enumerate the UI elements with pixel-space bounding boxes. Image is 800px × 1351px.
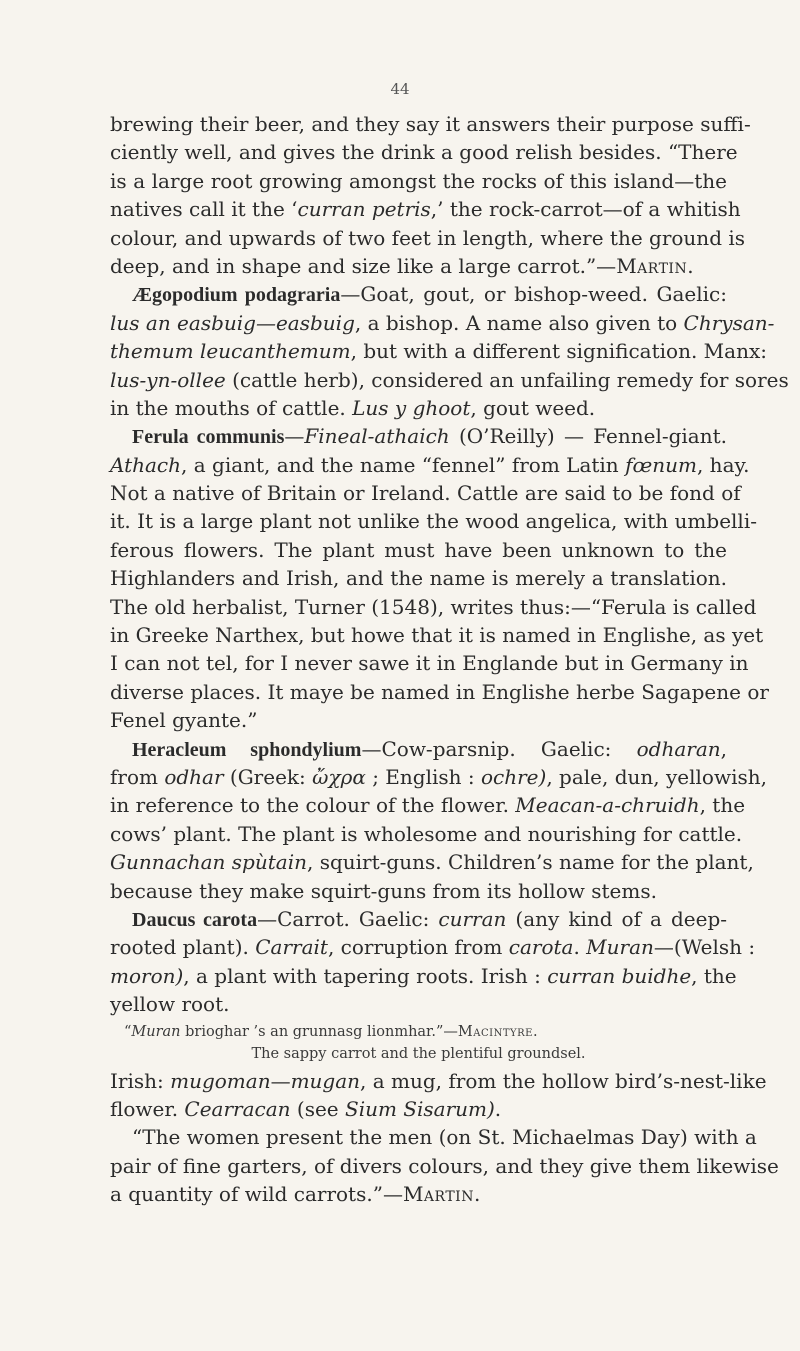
- closing-paragraphs: [110, 1067, 779, 1209]
- text-line: [110, 848, 754, 876]
- text-run: Not a native of Britain or Ireland. Cattle are said to be fond of: [110, 481, 741, 506]
- italic-term: lus-yn-ollee: [110, 367, 226, 392]
- text-run: it. It is a large plant not unlike the wood angelica, with umbelli-: [110, 509, 757, 534]
- text-run: , hay.: [696, 452, 750, 477]
- text-line: [110, 1180, 727, 1208]
- text-line: [110, 649, 749, 677]
- text-run: ; English :: [365, 764, 481, 789]
- quotation-translation: The sappy carrot and the plentiful groundsel.: [251, 1045, 586, 1062]
- attribution: Macintyre.: [457, 1023, 539, 1040]
- attribution: Martin.: [616, 253, 695, 278]
- text-line: [110, 1095, 727, 1123]
- text-line: [110, 564, 727, 592]
- italic-term: Muran: [586, 935, 654, 960]
- text-line: [110, 394, 727, 422]
- text-run: Fenel gyante.”: [110, 708, 258, 733]
- text-run: , but with a different signification. Manx:: [350, 339, 767, 364]
- text-run: deep, and in shape and size like a large carrot.”—: [110, 253, 617, 278]
- text-run: , the: [699, 793, 746, 818]
- plant-name: Daucus carota: [132, 908, 258, 931]
- text-run: —: [284, 424, 305, 449]
- text-run: , the: [691, 963, 737, 988]
- text-line: [110, 507, 757, 535]
- attribution: Martin.: [402, 1182, 481, 1207]
- italic-term: ὤχρα: [312, 764, 366, 789]
- text-run: brioghar ’s an grunnasg lionmhar.”—: [180, 1023, 458, 1040]
- text-run: —Cow-parsnip. Gaelic:: [361, 736, 637, 761]
- italic-term: Sium Sisarum): [345, 1096, 495, 1121]
- text-run: diverse places. It maye be named in Englishe herbe Sagapene or: [110, 679, 769, 704]
- italic-term: Lus y ghoot: [352, 395, 471, 420]
- italic-term: Meacan-a-chruidh: [515, 793, 700, 818]
- italic-term: Gunnachan spùtain: [110, 850, 307, 875]
- italic-term: themum leucanthemum: [110, 339, 351, 364]
- text-run: (Greek:: [223, 764, 313, 789]
- italic-term: fœnum: [625, 452, 697, 477]
- text-run: .: [494, 1096, 502, 1121]
- text-run: , a plant with tapering roots. Irish :: [183, 963, 548, 988]
- text-run: —Carrot. Gaelic:: [257, 906, 439, 931]
- italic-term: Muran: [131, 1023, 181, 1040]
- text-line: [110, 422, 727, 450]
- text-line: [110, 1067, 767, 1095]
- text-line: [110, 990, 727, 1018]
- quotation-line: [110, 1021, 727, 1043]
- italic-term: odhar: [164, 764, 224, 789]
- text-line: [110, 224, 746, 252]
- plant-name: Ægopodium podagraria: [132, 284, 341, 307]
- text-run: in reference to the colour of the flower.: [110, 793, 516, 818]
- text-line: [110, 167, 727, 195]
- text-run: (see: [290, 1096, 345, 1121]
- text-run: , gout weed.: [470, 395, 596, 420]
- text-run: .: [573, 935, 587, 960]
- text-run: (any kind of a deep-: [506, 906, 728, 931]
- text-run: ciently well, and gives the drink a good relish besides. “There: [110, 140, 738, 165]
- text-run: Irish:: [110, 1068, 171, 1093]
- text-line: [110, 1152, 779, 1180]
- gaelic-quotation: [110, 1021, 727, 1065]
- text-run: because they make squirt-guns from its hollow stems.: [110, 878, 657, 903]
- text-run: colour, and upwards of two feet in length, where the ground is: [110, 225, 746, 250]
- plant-name: Ferula communis: [132, 426, 285, 449]
- text-line: [110, 621, 764, 649]
- text-run: ferous flowers. The plant must have been unknown to the: [110, 537, 727, 562]
- page-number: 44: [390, 80, 410, 98]
- text-line: [110, 337, 767, 365]
- text-run: in Greeke Narthex, but howe that it is named in Englishe, as yet: [110, 623, 764, 648]
- body-text: [110, 110, 789, 1208]
- text-line: [110, 791, 746, 819]
- italic-term: curran petris: [297, 197, 431, 222]
- text-line: [110, 905, 727, 933]
- italic-term: Athach: [110, 452, 182, 477]
- text-run: I can not tel, for I never sawe it in Englande but in Germany in: [110, 651, 749, 676]
- main-paragraphs: [110, 110, 789, 1019]
- text-run: in the mouths of cattle.: [110, 395, 353, 420]
- text-run: , a bishop. A name also given to: [354, 310, 684, 335]
- text-line: [110, 1123, 757, 1151]
- text-run: “The women present the men (on St. Michaelmas Day) with a: [132, 1125, 757, 1150]
- text-run: a quantity of wild carrots.”—: [110, 1182, 403, 1207]
- text-run: rooted plant).: [110, 935, 256, 960]
- italic-term: carota: [508, 935, 574, 960]
- text-run: , a mug, from the hollow bird’s-nest-like: [360, 1068, 767, 1093]
- italic-term: Chrysan-: [683, 310, 775, 335]
- text-run: (O’Reilly) — Fennel-giant.: [449, 424, 727, 449]
- text-run: Highlanders and Irish, and the name is merely a translation.: [110, 566, 727, 591]
- text-run: —Goat, gout, or bishop-weed. Gaelic:: [340, 282, 727, 307]
- text-line: [110, 252, 727, 280]
- text-run: pair of fine garters, of divers colours, and they give them likewise: [110, 1153, 779, 1178]
- italic-term: Fineal-athaich: [304, 424, 450, 449]
- italic-term: Carrait: [255, 935, 328, 960]
- text-line: [110, 536, 727, 564]
- text-run: is a large root growing amongst the rocks of this island—the: [110, 168, 727, 193]
- text-line: [110, 933, 756, 961]
- text-line: [110, 763, 767, 791]
- text-run: yellow root.: [110, 992, 230, 1017]
- text-line: [110, 820, 743, 848]
- text-run: cows’ plant. The plant is wholesome and nourishing for cattle.: [110, 821, 743, 846]
- text-line: [110, 962, 737, 990]
- text-line: [110, 195, 741, 223]
- text-run: , corruption from: [327, 935, 509, 960]
- italic-term: moron): [110, 963, 184, 988]
- text-run: from: [110, 764, 165, 789]
- text-run: natives call it the ‘: [110, 197, 298, 222]
- text-line: [110, 593, 757, 621]
- text-run: flower.: [110, 1096, 185, 1121]
- text-run: “: [124, 1023, 132, 1040]
- text-run: , pale, dun, yellowish,: [546, 764, 767, 789]
- text-run: , a giant, and the name “fennel” from Latin: [181, 452, 626, 477]
- italic-term: odharan: [636, 736, 721, 761]
- text-line: [110, 877, 727, 905]
- italic-term: ochre): [480, 764, 547, 789]
- text-run: ,’ the rock-carrot—of a whitish: [430, 197, 741, 222]
- text-line: [110, 735, 727, 763]
- italic-term: curran: [438, 906, 507, 931]
- text-line: [110, 110, 751, 138]
- plant-name: Heracleum sphondylium: [132, 738, 362, 761]
- text-run: The old herbalist, Turner (1548), writes thus:—“Ferula is called: [110, 594, 757, 619]
- italic-term: Cearracan: [184, 1096, 291, 1121]
- text-run: , squirt-guns. Children’s name for the plant,: [306, 850, 754, 875]
- italic-term: mugan: [290, 1068, 361, 1093]
- text-run: ,: [720, 736, 727, 761]
- text-line: [110, 678, 769, 706]
- text-line: [110, 706, 727, 734]
- text-line: [110, 138, 738, 166]
- text-run: —: [270, 1068, 291, 1093]
- italic-term: curran buidhe: [547, 963, 692, 988]
- text-line: [110, 366, 789, 394]
- text-run: (cattle herb), considered an unfailing remedy for sores: [225, 367, 789, 392]
- text-line: [110, 479, 741, 507]
- italic-term: lus an easbuig—easbuig: [110, 310, 355, 335]
- text-line: [110, 309, 775, 337]
- text-run: brewing their beer, and they say it answers their purpose suffi-: [110, 112, 751, 136]
- text-line: [110, 451, 750, 479]
- text-line: [110, 280, 727, 308]
- text-run: —(Welsh :: [653, 935, 756, 960]
- italic-term: mugoman: [170, 1068, 271, 1093]
